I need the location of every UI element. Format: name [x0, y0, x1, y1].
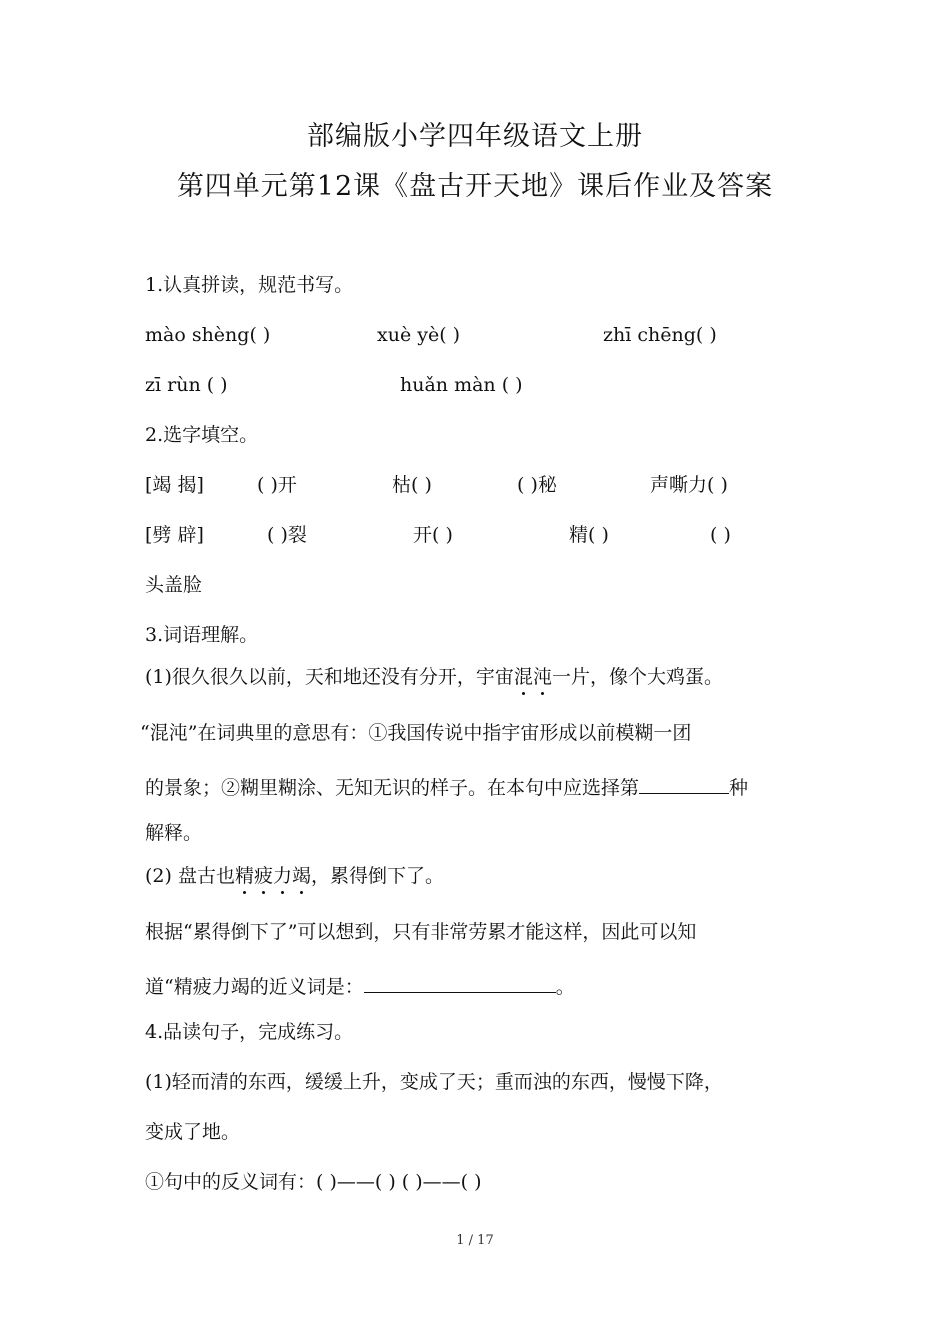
character-choice: [竭 揭] — [145, 474, 204, 496]
dotted-word — [235, 865, 311, 887]
fill-blank[interactable]: 精( ) — [569, 524, 609, 546]
emphasis-char: 竭 — [292, 865, 312, 887]
document-title-line-2: 第四单元第12课《盘古开天地》课后作业及答案 — [176, 171, 774, 202]
fill-blank[interactable]: ( ) — [710, 524, 731, 546]
text-segment: ，累得倒下了。 — [311, 865, 445, 887]
emphasis-char: 力 — [273, 865, 293, 887]
fill-blank[interactable]: 声嘶力( ) — [650, 474, 728, 496]
q3-definition-line-1: “混沌”在词典里的意思有：①我国传说中指宇宙形成以前模糊一团 — [140, 722, 692, 744]
q2-row-3: 头盖脸 — [145, 574, 203, 596]
q3-explanation-line-2 — [145, 973, 575, 997]
fill-blank[interactable]: ( )秘 — [517, 474, 557, 496]
text-segment: (2) 盘古也 — [145, 865, 235, 887]
q1-heading: 1.认真拼读，规范书写。 — [145, 274, 354, 296]
q1-pinyin-row-1 — [145, 326, 825, 348]
fill-blank[interactable]: ( )裂 — [267, 524, 307, 546]
emphasis-char: 沌 — [532, 666, 552, 688]
text-segment: 。 — [555, 976, 575, 998]
q4-antonym-question: ①句中的反义词有：( )——( ) ( )——( ) — [145, 1171, 482, 1193]
emphasis-char: 精 — [234, 865, 254, 887]
pinyin-blank[interactable]: mào shèng( ) — [145, 324, 271, 346]
q2-row-2 — [145, 526, 825, 548]
fill-blank[interactable]: 开( ) — [413, 524, 453, 546]
q3-explanation-line-1: 根据“累得倒下了”可以想到，只有非常劳累才能这样，因此可以知 — [145, 921, 697, 943]
q3-sentence-2 — [145, 867, 444, 886]
text-segment: (1)很久很久以前，天和地还没有分开，宇宙 — [145, 666, 514, 688]
q4-heading: 4.品读句子，完成练习。 — [145, 1021, 354, 1043]
character-choice: [劈 辟] — [145, 524, 204, 546]
q2-row-1 — [145, 476, 825, 498]
dotted-word — [514, 666, 552, 688]
emphasis-char: 混 — [513, 666, 533, 688]
answer-blank[interactable] — [639, 774, 729, 794]
text-segment: 种 — [729, 777, 749, 799]
q1-pinyin-row-2 — [145, 376, 825, 398]
pinyin-blank[interactable]: zhī chēng( ) — [603, 324, 717, 346]
q3-heading: 3.词语理解。 — [145, 624, 259, 646]
q3-definition-line-3: 解释。 — [145, 822, 203, 844]
q3-sentence-1 — [145, 668, 723, 687]
text-segment: 一片，像个大鸡蛋。 — [551, 666, 723, 688]
text-segment: 的景象；②糊里糊涂、无知无识的样子。在本句中应选择第 — [145, 777, 640, 799]
q4-sentence-1-line-1: (1)轻而清的东西，缓缓上升，变成了天；重而浊的东西，慢慢下降， — [145, 1071, 723, 1093]
pinyin-blank[interactable]: xuè yè( ) — [377, 324, 461, 346]
emphasis-char: 疲 — [253, 865, 273, 887]
answer-blank[interactable] — [364, 973, 556, 993]
q4-sentence-1-line-2: 变成了地。 — [145, 1121, 241, 1143]
page-number: 1 / 17 — [456, 1233, 494, 1248]
fill-blank[interactable]: ( )开 — [257, 474, 297, 496]
text-segment: 道“精疲力竭的近义词是： — [145, 976, 364, 998]
pinyin-blank[interactable]: zī rùn ( ) — [145, 374, 228, 396]
fill-blank[interactable]: 枯( ) — [392, 474, 432, 496]
document-title-line-1: 部编版小学四年级语文上册 — [307, 121, 643, 152]
q2-heading: 2.选字填空。 — [145, 424, 259, 446]
pinyin-blank[interactable]: huǎn màn ( ) — [400, 374, 523, 396]
q3-definition-line-2 — [145, 774, 748, 798]
